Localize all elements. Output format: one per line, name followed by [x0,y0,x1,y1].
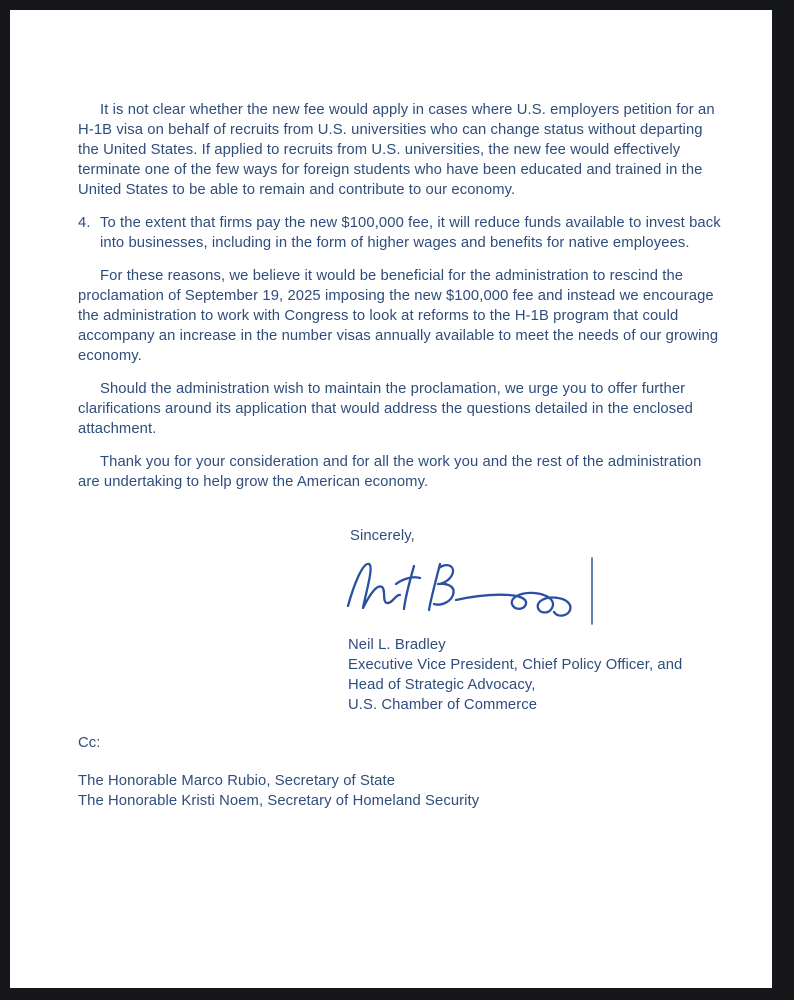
cc-recipient-noem: The Honorable Kristi Noem, Secretary of Homeland Security [78,793,480,809]
signer-block [348,635,724,715]
paragraph-rescind-request: For these reasons, we believe it would be beneficial for the administration to rescind the proclamation of September 19, 2025 imposing the new $100,000 fee and instead we encourage the administration to work with Congress to look at reforms to the H-1B program that could accompany an increase in the number visas annually available to meet the needs of our growing economy. [78,268,719,364]
signer-title-line-2: Head of Strategic Advocacy, [348,677,536,693]
cc-recipient-rubio: The Honorable Marco Rubio, Secretary of State [78,773,396,789]
paragraph-fee-application: It is not clear whether the new fee would apply in cases where U.S. employers petition for an H-1B visa on behalf of recruits from U.S. universities who can change status without departing the United States. If applied to recruits from U.S. universities, the new fee would effectively terminate one of the few ways for foreign students who have been educated and trained in the United States to be able to remain and contribute to our economy. [78,102,715,198]
signer-name: Neil L. Bradley [348,637,446,653]
letter-page [10,10,772,988]
item-number: 4. [78,215,91,231]
paragraph-clarifications: Should the administration wish to maintain the proclamation, we urge you to offer further clarifications around its application that would address the questions detailed in the enclosed attachment. [78,381,693,437]
signer-organization: U.S. Chamber of Commerce [348,697,538,713]
numbered-item-4 [78,213,724,253]
cc-label: Cc: [78,735,101,751]
item-text: To the extent that firms pay the new $100,000 fee, it will reduce funds available to invest back into businesses, including in the form of higher wages and benefits for native employees. [100,215,721,251]
signature-ink-strokes [344,554,602,629]
handwritten-signature [344,554,602,629]
closing-sincerely: Sincerely, [350,528,415,544]
paragraph-thank-you: Thank you for your consideration and for all the work you and the rest of the administration are undertaking to help grow the American economy. [78,454,702,490]
signer-title-line-1: Executive Vice President, Chief Policy Officer, and [348,657,683,673]
